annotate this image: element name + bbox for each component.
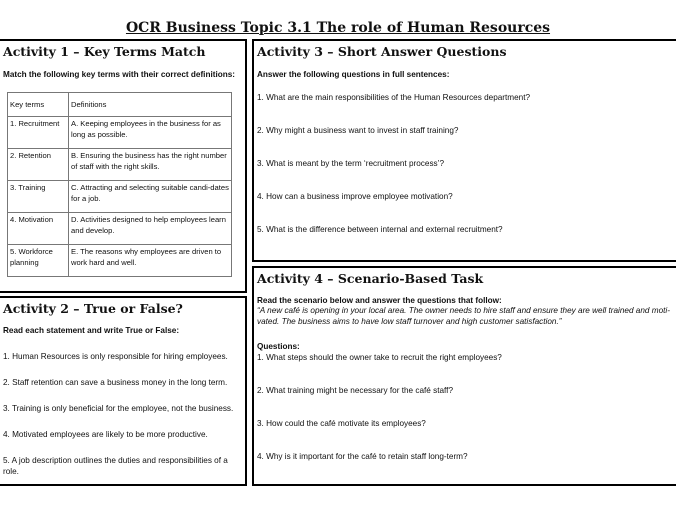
- key-term: 3. Training: [8, 181, 69, 213]
- scenario-text: “A new café is opening in your local area. The owner needs to hire staff and ensure they are well trained and moti-vated. The business aims to have low staff turnover and high customer satisfaction.”: [257, 306, 670, 326]
- activity-2-instruction: Read each statement and write True or False:: [3, 326, 180, 335]
- activity-4-heading: Activity 4 – Scenario-Based Task: [257, 271, 484, 286]
- header-definitions: Definitions: [69, 93, 232, 117]
- activity-1-heading: Activity 1 – Key Terms Match: [3, 44, 206, 59]
- definition: A. Keeping employees in the business for as long as possible.: [69, 117, 232, 149]
- definition: E. The reasons why employees are driven to work hard and well.: [69, 245, 232, 277]
- key-term: 4. Motivation: [8, 213, 69, 245]
- question: 2. Why might a business want to invest in staff training?: [257, 126, 459, 135]
- activity-3-panel: [252, 39, 676, 262]
- activity-1-instruction: Match the following key terms with their correct definitions:: [3, 70, 236, 79]
- activity-2-heading: Activity 2 – True or False?: [3, 301, 183, 316]
- activity-4-panel: [252, 266, 676, 486]
- definition: B. Ensuring the business has the right number of staff with the right skills.: [69, 149, 232, 181]
- statement: 5. A job description outlines the duties and responsibilities of a role.: [3, 456, 228, 476]
- question: 3. How could the café motivate its employees?: [257, 419, 426, 428]
- key-term: 1. Recruitment: [8, 117, 69, 149]
- table-row: [8, 181, 232, 213]
- activity-3-instruction: Answer the following questions in full sentences:: [257, 70, 450, 79]
- page-title: OCR Business Topic 3.1 The role of Human Resources: [125, 20, 551, 36]
- activity-4-instruction: Read the scenario below and answer the questions that follow:: [257, 296, 502, 305]
- question: 2. What training might be necessary for the café staff?: [257, 386, 453, 395]
- question: 4. Why is it important for the café to retain staff long-term?: [257, 452, 468, 461]
- table-row: [8, 117, 232, 149]
- activity-1-panel: [0, 39, 247, 293]
- question: 1. What steps should the owner take to recruit the right employees?: [257, 353, 502, 362]
- header-key-terms: Key terms: [8, 93, 69, 117]
- definition: D. Activities designed to help employees learn and develop.: [69, 213, 232, 245]
- key-term: 2. Retention: [8, 149, 69, 181]
- statement: 2. Staff retention can save a business money in the long term.: [3, 378, 228, 387]
- statement: 1. Human Resources is only responsible for hiring employees.: [3, 352, 228, 361]
- questions-label: Questions:: [257, 342, 300, 351]
- table-header-row: [8, 93, 232, 117]
- statement: 4. Motivated employees are likely to be more productive.: [3, 430, 208, 439]
- question: 3. What is meant by the term ‘recruitment process’?: [257, 159, 445, 168]
- key-terms-table: [7, 92, 232, 277]
- question: 1. What are the main responsibilities of the Human Resources department?: [257, 93, 531, 102]
- definition: C. Attracting and selecting suitable candi-dates for a job.: [69, 181, 232, 213]
- table-row: [8, 149, 232, 181]
- table-row: [8, 213, 232, 245]
- activity-3-heading: Activity 3 – Short Answer Questions: [257, 44, 507, 59]
- question: 4. How can a business improve employee motivation?: [257, 192, 453, 201]
- statement: 3. Training is only beneficial for the employee, not the business.: [3, 404, 234, 413]
- activity-2-panel: [0, 296, 247, 486]
- table-row: [8, 245, 232, 277]
- key-term: 5. Workforce planning: [8, 245, 69, 277]
- question: 5. What is the difference between internal and external recruitment?: [257, 225, 503, 234]
